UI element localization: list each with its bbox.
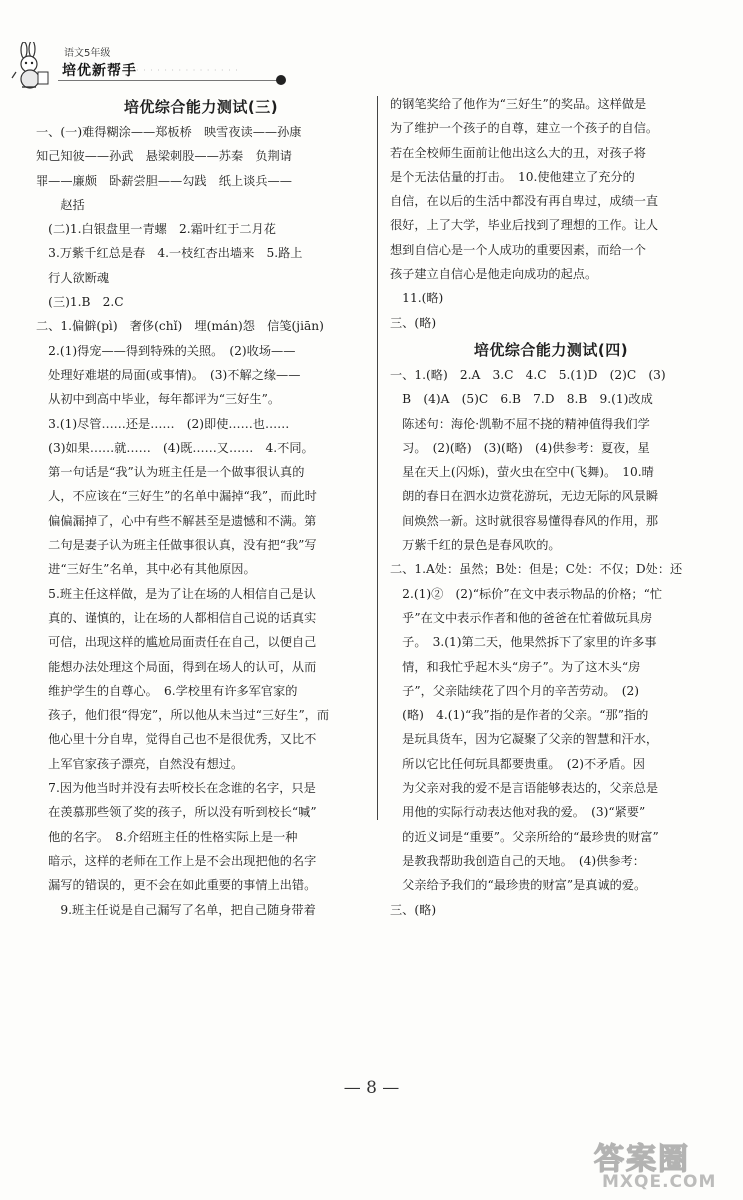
answer-line: 能想办法处理这个局面，得到在场人的认可，从而 bbox=[36, 659, 317, 674]
answer-line: 罪——廉颇 卧薪尝胆——勾践 纸上谈兵—— bbox=[36, 173, 292, 188]
answer-line: B (4)A (5)C 6.B 7.D 8.B 9.(1)改成 bbox=[390, 392, 653, 407]
answer-line: 在羡慕那些领了奖的孩子，所以没有听到校长“喊” bbox=[36, 805, 317, 820]
answer-line: 2.(1)② (2)“标价”在文中表示物品的价格；“忙 bbox=[390, 586, 663, 601]
answer-line: 可信，出现这样的尴尬局面责任在自己，以便自己 bbox=[36, 635, 317, 650]
header-rule bbox=[58, 80, 280, 81]
answer-line: 二句是妻子认为班主任做事很认真，没有把“我”写 bbox=[36, 538, 317, 553]
answer-line: 是玩具货车，因为它凝聚了父亲的智慧和汗水， bbox=[390, 732, 659, 747]
answer-line: 人，不应该在“三好生”的名单中漏掉“我”，而此时 bbox=[36, 489, 317, 504]
answer-line: 行人欲断魂 bbox=[36, 270, 110, 285]
answer-line: 为父亲对我的爱不是言语能够表达的，父亲总是 bbox=[390, 781, 659, 796]
answer-line: 父亲给予我们的“最珍贵的财富”是真诚的爱。 bbox=[390, 878, 647, 893]
answer-line: 是教我帮助我创造自己的天地。 (4)供参考： bbox=[390, 853, 645, 868]
answer-line: 若在全校师生面前让他出这么大的丑，对孩子将 bbox=[390, 145, 646, 160]
answer-line: 他心里十分自卑，觉得自己也不是很优秀，又比不 bbox=[36, 732, 317, 747]
answer-line: 他的名字。 8.介绍班主任的性格实际上是一种 bbox=[36, 829, 298, 844]
answer-line: 9.班主任说是自己漏写了名单，把自己随身带着 bbox=[36, 902, 316, 917]
answer-line: 漏写的错误的，更不会在如此重要的事情上出错。 bbox=[36, 878, 317, 893]
section-title-test-4: 培优综合能力测试(四) bbox=[473, 340, 629, 359]
answer-line: 赵括 bbox=[36, 197, 85, 212]
answer-line: 真的、谨慎的，让在场的人都相信自己说的话真实 bbox=[36, 610, 317, 625]
answer-line: 星在天上(闪烁)，萤火虫在空中(飞舞)。 10.晴 bbox=[390, 465, 654, 480]
answer-line: 孩子，他们很“得宠”，所以他从未当过“三好生”，而 bbox=[36, 708, 330, 723]
answer-line: 二、1.A处：虽然；B处：但是；C处：不仅；D处：还 bbox=[390, 562, 683, 577]
answer-line: (三)1.B 2.C bbox=[36, 295, 124, 310]
answer-line: 习。 (2)(略) (3)(略) (4)供参考：夏夜，星 bbox=[390, 440, 650, 455]
answer-line: 自信，在以后的生活中都没有再自卑过，成绩一直 bbox=[390, 194, 659, 209]
answer-line: 想到自信心是一个人成功的重要因素，而给一个 bbox=[390, 242, 646, 257]
answer-line: 3.(1)尽管……还是…… (2)即使……也…… bbox=[36, 416, 290, 431]
answer-line: 进“三好生”名单，其中必有其他原因。 bbox=[36, 562, 256, 577]
answer-line: 2.(1)得宠——得到特殊的关照。 (2)收场—— bbox=[36, 343, 296, 358]
answer-line: 很好，上了大学，毕业后找到了理想的工作。让人 bbox=[390, 218, 659, 233]
rabbit-mascot-icon bbox=[10, 42, 54, 90]
answer-line: 知己知彼——孙武 悬梁刺股——苏秦 负荆请 bbox=[36, 149, 292, 164]
answer-line: 陈述句：海伦·凯勒不屈不挠的精神值得我们学 bbox=[390, 416, 650, 431]
header-decoration: · · · · · · · · · · · · · · · bbox=[136, 66, 239, 75]
answer-line: 一、1.(略) 2.A 3.C 4.C 5.(1)D (2)C (3) bbox=[390, 367, 666, 382]
answer-line: 是个无法估量的打击。 10.使他建立了充分的 bbox=[390, 169, 635, 184]
answer-line: 用他的实际行动表达他对我的爱。 (3)“紧要” bbox=[390, 805, 646, 820]
answer-line: 情，和我忙乎起木头“房子”。为了这木头“房 bbox=[390, 659, 641, 674]
answer-line: 5.班主任这样做，是为了让在场的人相信自己是认 bbox=[36, 586, 316, 601]
right-answer-text-continued bbox=[390, 92, 712, 335]
answer-line: 的近义词是“重要”。父亲所给的“最珍贵的财富” bbox=[390, 829, 659, 844]
answer-line: 为了维护一个孩子的自尊，建立一个孩子的自信。 bbox=[390, 121, 659, 136]
watermark-text: 答案圈 bbox=[594, 1142, 690, 1177]
answer-line: 处理好难堪的局面(或事情)。 (3)不解之缘—— bbox=[36, 367, 301, 382]
answer-line: 一、(一)难得糊涂——郑板桥 映雪夜读——孙康 bbox=[36, 125, 302, 139]
answer-line: 孩子建立自信心是他走向成功的起点。 bbox=[390, 267, 598, 282]
answer-line: 乎”在文中表示作者和他的爸爸在忙着做玩具房 bbox=[390, 610, 653, 625]
answer-line: 间焕然一新。这时就很容易懂得春风的作用，那 bbox=[390, 513, 659, 528]
subject-grade-label: 语文5年级 bbox=[64, 48, 111, 59]
page-header bbox=[6, 36, 306, 96]
answer-line: 子”，父亲陆续花了四个月的辛苦劳动。 (2) bbox=[390, 683, 639, 698]
right-answer-text bbox=[390, 363, 712, 922]
answer-line: 3.万紫千红总是春 4.一枝红杏出墙来 5.路上 bbox=[36, 246, 303, 261]
answer-line: (略) 4.(1)“我”指的是作者的父亲。“那”指的 bbox=[390, 708, 649, 723]
answer-line: 三、(略) bbox=[390, 315, 437, 330]
answer-line: 第一句话是“我”认为班主任是一个做事很认真的 bbox=[36, 465, 305, 480]
answer-line: 朗的春日在泗水边赏花游玩，无边无际的风景瞬 bbox=[390, 489, 659, 504]
answer-line: 三、(略) bbox=[390, 902, 437, 917]
answer-line: 维护学生的自尊心。 6.学校里有许多军官家的 bbox=[36, 683, 298, 698]
answer-line: (二)1.白银盘里一青螺 2.霜叶红于二月花 bbox=[36, 222, 276, 237]
answer-line: 11.(略) bbox=[390, 291, 444, 306]
answer-line: 暗示，这样的老师在工作上是不会出现把他的名字 bbox=[36, 853, 317, 868]
answer-line: 子。 3.(1)第二天，他果然拆下了家里的许多事 bbox=[390, 635, 657, 650]
left-column bbox=[36, 94, 366, 922]
watermark-url: MXQE.COM bbox=[602, 1172, 717, 1192]
answer-line: 偏偏漏掉了，心中有些不解甚至是遗憾和不满。第 bbox=[36, 513, 317, 528]
series-name: 培优新帮手 bbox=[62, 63, 137, 79]
watermark-logo bbox=[594, 1130, 734, 1192]
answer-line: 所以它比任何玩具都要贵重。 (2)不矛盾。因 bbox=[390, 756, 645, 771]
section-title-test-3: 培优综合能力测试(三) bbox=[123, 98, 279, 116]
answer-line: 二、1.偏僻(pì) 奢侈(chǐ) 埋(mán)怨 信笺(jiān) bbox=[36, 319, 324, 334]
answer-line: 7.因为他当时并没有去听校长在念谁的名字，只是 bbox=[36, 781, 316, 796]
answer-line: 的钢笔奖给了他作为“三好生”的奖品。这样做是 bbox=[390, 97, 647, 111]
column-divider bbox=[377, 96, 378, 820]
page-number: — 8 — bbox=[343, 1078, 400, 1098]
answer-line: 从初中到高中毕业，每年都评为“三好生”。 bbox=[36, 392, 281, 407]
answer-line: 上军官家孩子漂亮，自然没有想过。 bbox=[36, 756, 244, 771]
left-answer-text bbox=[36, 120, 366, 922]
header-rule-end-icon bbox=[276, 75, 286, 85]
answer-line: (3)如果……就…… (4)既……又…… 4.不同。 bbox=[36, 440, 314, 455]
answer-line: 万紫千红的景色是春风吹的。 bbox=[390, 538, 561, 553]
right-column bbox=[390, 92, 712, 922]
